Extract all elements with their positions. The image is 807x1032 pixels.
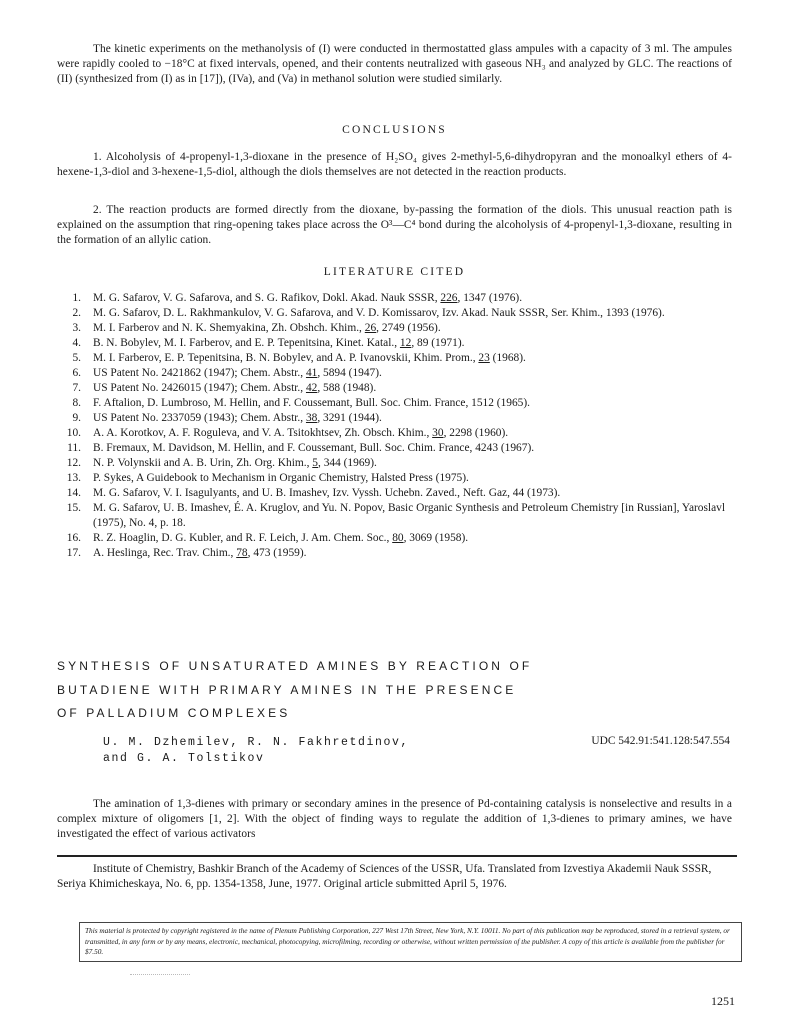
reference-text — [93, 411, 732, 426]
page-number: 1251 — [711, 994, 735, 1008]
reference-item — [57, 291, 732, 306]
article-title — [57, 655, 617, 726]
reference-text — [93, 351, 732, 366]
reference-item — [57, 366, 732, 381]
reference-text — [93, 291, 732, 306]
reference-item — [57, 381, 732, 396]
reference-pages-year: , 2749 (1956). — [376, 322, 441, 334]
reference-item — [57, 351, 732, 366]
reference-item — [57, 486, 732, 501]
reference-citation: M. G. Safarov, U. B. Imashev, É. A. Kruglov, and Yu. N. Popov, Basic Organic Synthesis and Petroleum Chemistry [in Russian], Yaroslavl (1975), No. 4, p. 18. — [93, 502, 726, 529]
conclusion-item-2: 2. The reaction products are formed directly from the dioxane, by-passing the formation of the diols. This unusual reaction path is explained on the assumption that ring-opening takes place across the O³—C⁴ bond during the alcoholysis of 4-propenyl-1,3-dioxane, resulting in the formation of an allylic cation. — [57, 204, 732, 246]
authors-line-1: U. M. Dzhemilev, R. N. Fakhretdinov, — [103, 736, 410, 749]
reference-number: 9. — [72, 412, 81, 424]
reference-volume: 78 — [236, 547, 248, 559]
reference-pages-year: , 3069 (1958). — [403, 532, 469, 544]
reference-citation: P. Sykes, A Guidebook to Mechanism in Organic Chemistry, Halsted Press (1975). — [93, 472, 469, 484]
reference-number: 12. — [66, 457, 81, 469]
article-title-line-3: OF PALLADIUM COMPLEXES — [57, 706, 291, 720]
reference-citation: A. Heslinga, Rec. Trav. Chim., — [93, 547, 237, 559]
reference-citation: M. G. Safarov, V. I. Isagulyants, and U. B. Imashev, Izv. Vyssh. Uchebn. Zaved., Neft. Gaz, 44 (1973). — [93, 487, 561, 499]
reference-pages-year: , 344 (1969). — [318, 457, 377, 469]
reference-item — [57, 441, 732, 456]
reference-item — [57, 546, 732, 561]
reference-item — [57, 321, 732, 336]
reference-pages-year: , 5894 (1947). — [317, 367, 382, 379]
conclusion-item-1: 1. Alcoholysis of 4-propenyl-1,3-dioxane in the presence of H₂SO₄ gives 2-methyl-5,6-dihydropyran and the monoalkyl ethers of 4-hexene-1,3-diol and 3-hexene-1,5-diol, although the diols themselves are not detected in the reaction products. — [57, 151, 732, 178]
reference-citation: N. P. Volynskii and A. B. Urin, Zh. Org. Khim., — [93, 457, 313, 469]
reference-citation: B. N. Bobylev, M. I. Farberov, and E. P. Tepenitsina, Kinet. Katal., — [93, 337, 400, 349]
reference-citation: US Patent No. 2426015 (1947); Chem. Abstr., — [93, 382, 306, 394]
reference-item — [57, 426, 732, 441]
copyright-text: This material is protected by copyright registered in the name of Plenum Publishing Corporation, 227 West 17th Street, New York, N.Y. 10011. No part of this publication may be reproduced, stored in a retrieval system, or transmitted, in any form or by any means, electronic, mechanical, photocopying, microfilming, recording or otherwise, without written permission of the publisher. A copy of this article is available from the publisher for $7.50. — [85, 926, 730, 956]
reference-number: 8. — [72, 397, 81, 409]
reference-pages-year: , 89 (1971). — [411, 337, 465, 349]
reference-item — [57, 471, 732, 486]
reference-text — [93, 321, 732, 336]
reference-citation: R. Z. Hoaglin, D. G. Kubler, and R. F. Leich, J. Am. Chem. Soc., — [93, 532, 393, 544]
footnote-text: Institute of Chemistry, Bashkir Branch of the Academy of Sciences of the USSR, Ufa. Translated from Izvestiya Akademii Nauk SSSR, Seriya Khimicheskaya, No. 6, pp. 1354-1358, June, 1977. Original article submitted April 5, 1976. — [57, 863, 712, 890]
reference-number: 2. — [72, 307, 81, 319]
literature-cited-heading: LITERATURE CITED — [323, 266, 466, 278]
reference-text — [93, 441, 732, 456]
reference-volume: 42 — [305, 382, 318, 394]
reference-citation: M. G. Safarov, D. L. Rakhmankulov, V. G. Safarova, and V. D. Komissarov, Izv. Akad. Nauk SSSR, Ser. Khim., 1393 (1976). — [93, 307, 665, 319]
reference-number: 4. — [72, 337, 81, 349]
reference-citation: US Patent No. 2421862 (1947); Chem. Abstr., — [93, 367, 306, 379]
reference-volume: 226 — [440, 292, 458, 304]
reference-citation: US Patent No. 2337059 (1943); Chem. Abstr., — [93, 412, 306, 424]
reference-text — [93, 306, 732, 321]
reference-volume: 23 — [478, 352, 490, 364]
reference-number: 10. — [66, 427, 81, 439]
article-intro-paragraph: The amination of 1,3-dienes with primary or secondary amines in the presence of Pd-containing catalysis is nonselective and results in a complex mixture of oligomers [1, 2]. With the object of finding ways to regulate the addition of 1,3-dienes to primary amines, we have investigated the effect of various activators — [57, 798, 732, 840]
reference-pages-year: , 2298 (1960). — [443, 427, 509, 439]
reference-volume: 80 — [392, 532, 404, 544]
reference-text — [93, 366, 732, 381]
reference-text — [93, 471, 732, 486]
reference-text — [93, 456, 732, 471]
reference-item — [57, 336, 732, 351]
methods-paragraph: The kinetic experiments on the methanolysis of (I) were conducted in thermostatted glass ampules with a capacity of 3 ml. The ampules were rapidly cooled to −18°C at fixed intervals, opened, and their contents neutralized with gaseous NH₃ and analyzed by GLC. The reactions of (II) (synthesized from (I) as in [17]), (IVa), and (Va) in methanol solution were studied similarly. — [57, 43, 732, 85]
reference-pages-year: , 588 (1948). — [317, 382, 377, 394]
reference-item — [57, 306, 732, 321]
reference-text — [93, 426, 732, 441]
reference-volume: 38 — [305, 412, 318, 424]
reference-number: 14. — [66, 487, 81, 499]
copyright-notice — [79, 922, 742, 962]
affiliation-footnote — [57, 862, 737, 892]
footnote-divider — [57, 855, 737, 857]
reference-text — [93, 336, 732, 351]
reference-list — [57, 291, 732, 561]
article-title-line-2: BUTADIENE WITH PRIMARY AMINES IN THE PRESENCE — [57, 682, 517, 697]
article-authors — [103, 735, 483, 767]
reference-volume: 5 — [312, 457, 318, 469]
reference-citation: M. I. Farberov, E. P. Tepenitsina, B. N. Bobylev, and A. P. Ivanovskii, Khim. Prom., — [93, 352, 479, 364]
reference-pages-year: , 1347 (1976). — [457, 292, 523, 304]
reference-number: 15. — [66, 502, 81, 514]
reference-citation: B. Fremaux, M. Davidson, M. Hellin, and F. Coussemant, Bull. Soc. Chim. France, 4243 (1967). — [93, 442, 535, 454]
reference-number: 11. — [67, 442, 81, 454]
reference-citation: F. Aftalion, D. Lumbroso, M. Hellin, and F. Coussemant, Bull. Soc. Chim. France, 1512 (1965). — [93, 397, 531, 409]
reference-text — [93, 381, 732, 396]
reference-citation: A. A. Korotkov, A. F. Roguleva, and V. A. Tsitokhtsev, Zh. Obsch. Khim., — [93, 427, 433, 439]
reference-text — [93, 486, 732, 501]
reference-volume: 26 — [364, 322, 377, 334]
reference-item — [57, 411, 732, 426]
reference-pages-year: , 473 (1959). — [247, 547, 307, 559]
reference-text — [93, 546, 732, 561]
reference-item — [57, 531, 732, 546]
reference-citation: M. G. Safarov, V. G. Safarova, and S. G. Rafikov, Dokl. Akad. Nauk SSSR, — [93, 292, 441, 304]
reference-item — [57, 501, 732, 531]
reference-number: 5. — [72, 352, 81, 364]
reference-number: 3. — [72, 322, 81, 334]
reference-number: 1. — [72, 292, 81, 304]
reference-number: 7. — [72, 382, 81, 394]
conclusions-heading: CONCLUSIONS — [342, 124, 447, 136]
reference-item — [57, 396, 732, 411]
reference-number: 17. — [66, 547, 81, 559]
reference-pages-year: (1968). — [489, 352, 526, 364]
reference-pages-year: , 3291 (1944). — [317, 412, 382, 424]
reference-volume: 41 — [305, 367, 318, 379]
reference-volume: 12 — [399, 337, 412, 349]
reference-number: 16. — [66, 532, 81, 544]
reference-item — [57, 456, 732, 471]
stray-rule — [130, 974, 190, 975]
reference-text — [93, 396, 732, 411]
authors-line-2: and G. A. Tolstikov — [103, 752, 265, 765]
reference-number: 13. — [66, 472, 81, 484]
udc-code: UDC 542.91:541.128:547.554 — [591, 735, 730, 747]
reference-volume: 30 — [432, 427, 444, 439]
reference-text — [93, 531, 732, 546]
reference-citation: M. I. Farberov and N. K. Shemyakina, Zh. Obshch. Khim., — [93, 322, 365, 334]
reference-text — [93, 501, 732, 531]
reference-number: 6. — [72, 367, 81, 379]
article-title-line-1: SYNTHESIS OF UNSATURATED AMINES BY REACTION OF — [57, 659, 533, 673]
